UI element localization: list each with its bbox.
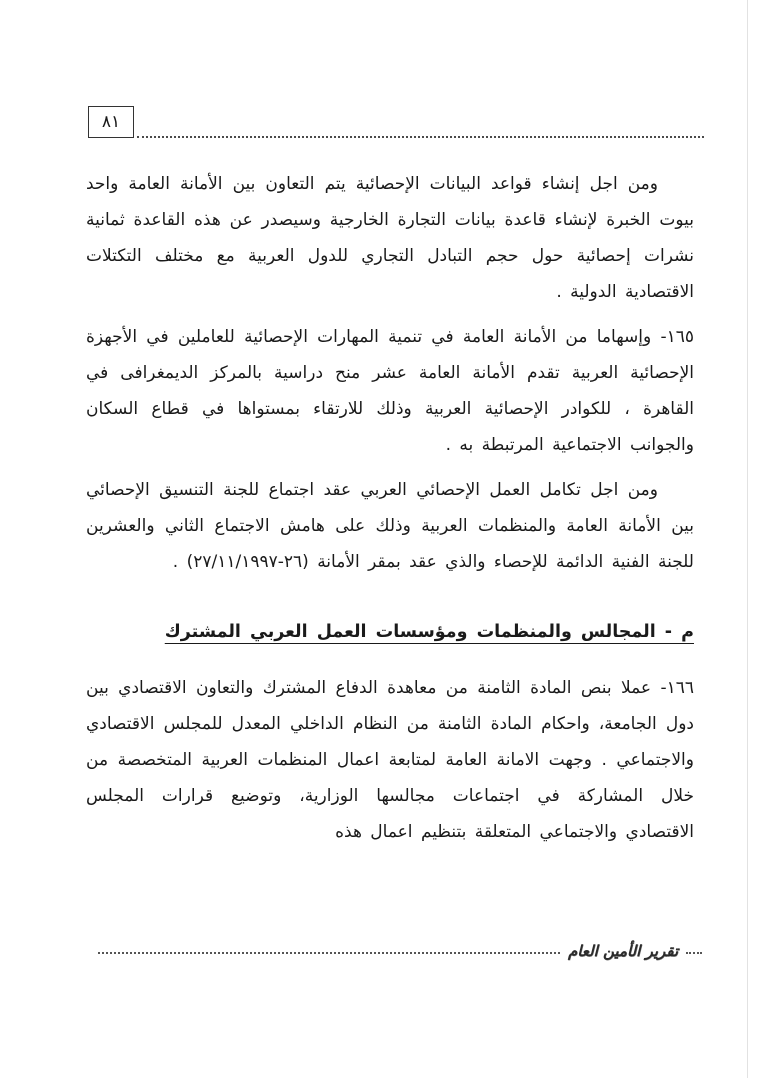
footer-dotted-tail bbox=[686, 949, 702, 954]
body-text bbox=[86, 166, 694, 859]
footer-dotted-rule bbox=[98, 949, 560, 954]
scan-edge-artifact bbox=[747, 0, 748, 1078]
page-number-box bbox=[88, 106, 134, 138]
section-heading-councils-organizations: م - المجالس والمنظمات ومؤسسات العمل العربي المشترك bbox=[164, 622, 694, 642]
page-header bbox=[88, 106, 704, 138]
paragraph-item-165: ١٦٥- وإسهاما من الأمانة العامة في تنمية المهارات الإحصائية للعاملين في الأجهزة الإحصائية العربية تقدم الأمانة العامة عشر منح دراسية بالمركز الديمغرافى في القاهرة ، للكوادر الإحصائية العربية وذلك للارتقاء بمستواها في قطاع السكان والجوانب الاجتماعية المرتبطة به . bbox=[86, 327, 694, 455]
page-footer bbox=[98, 942, 702, 960]
paragraph-statistical-integration: ومن اجل تكامل العمل الإحصائي العربي عقد اجتماع للجنة التنسيق الإحصائي بين الأمانة العامة والمنظمات العربية وذلك على هامش الاجتماع الثاني والعشرين للجنة الفنية الدائمة للإحصاء والذي عقد بمقر الأمانة (٢٦-٢٧/١١/١٩٩٧) . bbox=[86, 480, 694, 572]
footer-imprint-text: تقرير الأمين العام bbox=[567, 942, 678, 960]
page-number: ٨١ bbox=[101, 111, 121, 132]
paragraph-item-166: ١٦٦- عملا بنص المادة الثامنة من معاهدة الدفاع المشترك والتعاون الاقتصادي بين دول الجامعة، واحكام المادة الثامنة من النظام الداخلي المعدل للمجلس الاقتصادي والاجتماعي . وجهت الامانة العامة لمتابعة اعمال المنظمات العربية المتخصصة من خلال المشاركة في اجتماعات مجالسها الوزارية، وتوضيع قرارات المجلس الاقتصادي والاجتماعي المتعلقة بتنظيم اعمال هذه bbox=[86, 678, 694, 842]
top-dotted-rule bbox=[137, 131, 704, 138]
paragraph-statistical-databases: ومن اجل إنشاء قواعد البيانات الإحصائية يتم التعاون بين الأمانة العامة واحد بيوت الخبرة لإنشاء قاعدة بيانات التجارة الخارجية وسيصدر عن هذه القاعدة ثمانية نشرات إحصائية حول حجم التبادل التجاري للدول العربية مع مختلف التكتلات الاقتصادية الدولية . bbox=[86, 174, 694, 302]
